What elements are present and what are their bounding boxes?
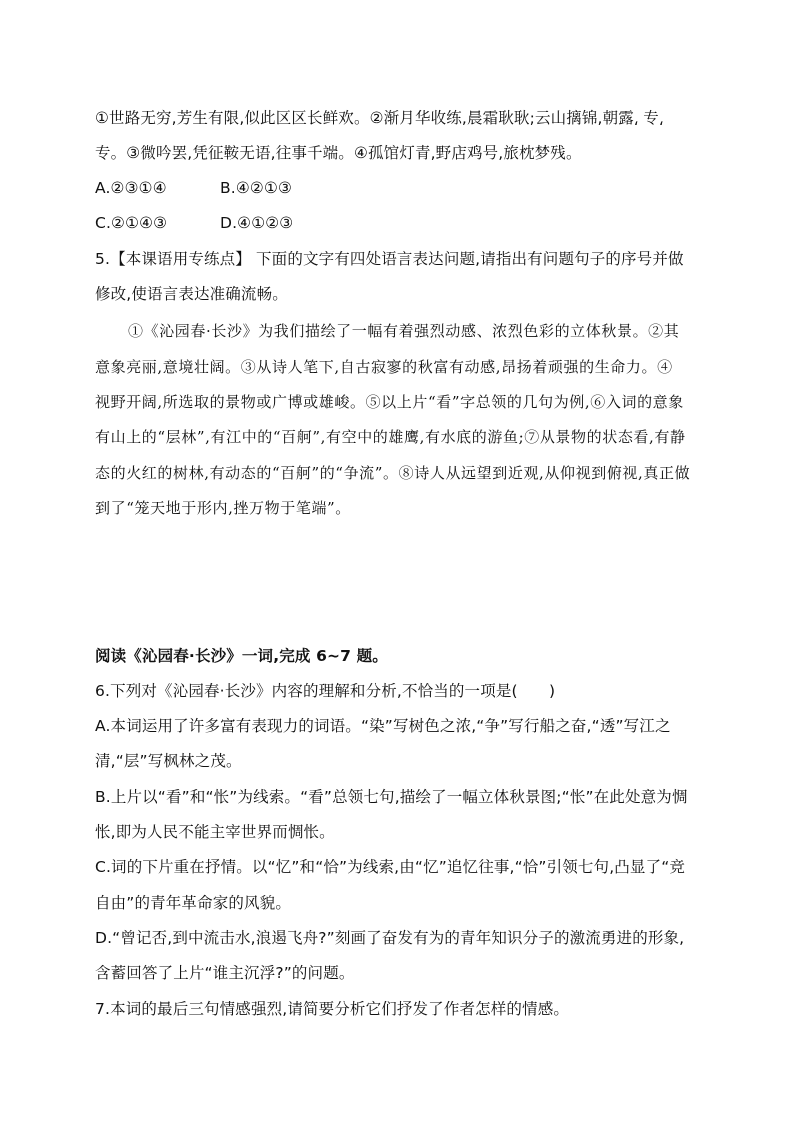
q6-option-d-line-2: 含蓄回答了上片“谁主沉浮?”的问题。 bbox=[95, 964, 355, 982]
q4-option-c: C.②①④③ bbox=[95, 214, 168, 232]
q6-option-c-line-2: 自由”的青年革命家的风貌。 bbox=[95, 894, 291, 912]
q4-option-b: B.④②①③ bbox=[220, 179, 293, 197]
q6-option-c-line-1: C.词的下片重在抒情。以“忆”和“恰”为线索,由“忆”追忆往事,“恰”引领七句,凸显了“竞 bbox=[95, 858, 686, 876]
q4-text-line-1: ①世路无穷,芳生有限,似此区区长鲜欢。②渐月华收练,晨霜耿耿;云山摛锦,朝露⸲ 专⸲ bbox=[95, 109, 664, 127]
q4-text-line-2: 专。③微吟罢,凭征鞍无语,往事千端。④孤馆灯青,野店鸡号,旅枕梦残。 bbox=[95, 144, 582, 162]
q6-option-a-line-2: 清,“层”写枫林之茂。 bbox=[95, 752, 242, 770]
q5-passage-line-3: 视野开阔,所选取的景物或广博或雄峻。⑤以上片“看”字总领的几句为例,⑥入词的意象 bbox=[95, 393, 684, 411]
q5-stem-line-1: 5.【本课语用专练点】 下面的文字有四处语言表达问题,请指出有问题句子的序号并做 bbox=[95, 250, 684, 268]
q6-option-a-line-1: A.本词运用了许多富有表现力的词语。“染”写树色之浓,“争”写行船之奋,“透”写江之 bbox=[95, 717, 671, 735]
q6-option-b-line-1: B.上片以“看”和“怅”为线索。“看”总领七句,描绘了一幅立体秋景图;“怅”在此处意为惆 bbox=[95, 788, 688, 806]
q5-passage-line-6: 到了“笼天地于形内,挫万物于笔端”。 bbox=[95, 499, 351, 517]
q6-stem: 6.下列对《沁园春·长沙》内容的理解和分析,不恰当的一项是( ) bbox=[95, 682, 556, 700]
q5-stem-line-2: 修改,使语言表达准确流畅。 bbox=[95, 285, 288, 303]
q4-option-a: A.②③①④ bbox=[95, 179, 167, 197]
q5-passage-line-5: 态的火红的树林,有动态的“百舸”的“争流”。⑧诗人从远望到近观,从仰视到俯视,真正做 bbox=[95, 464, 691, 482]
q5-passage-line-1: ①《沁园春·长沙》为我们描绘了一幅有着强烈动感、浓烈色彩的立体秋景。②其 bbox=[128, 322, 680, 340]
q6-option-b-line-2: 怅,即为人民不能主宰世界而惆怅。 bbox=[95, 823, 335, 841]
q5-passage-line-2: 意象亮丽,意境壮阔。③从诗人笔下,自古寂寥的秋富有动感,昂扬着顽强的生命力。④ bbox=[95, 358, 673, 376]
q4-option-d: D.④①②③ bbox=[220, 214, 294, 232]
reading-intro: 阅读《沁园春·长沙》一词,完成 6~7 题。 bbox=[95, 647, 388, 665]
q7-stem: 7.本词的最后三句情感强烈,请简要分析它们抒发了作者怎样的情感。 bbox=[95, 1000, 570, 1018]
q5-passage-line-4: 有山上的“层林”,有江中的“百舸”,有空中的雄鹰,有水底的游鱼;⑦从景物的状态看,有静 bbox=[95, 428, 686, 446]
q6-option-d-line-1: D.“曾记否,到中流击水,浪遏飞舟?”刻画了奋发有为的青年知识分子的激流勇进的形象, bbox=[95, 929, 685, 947]
